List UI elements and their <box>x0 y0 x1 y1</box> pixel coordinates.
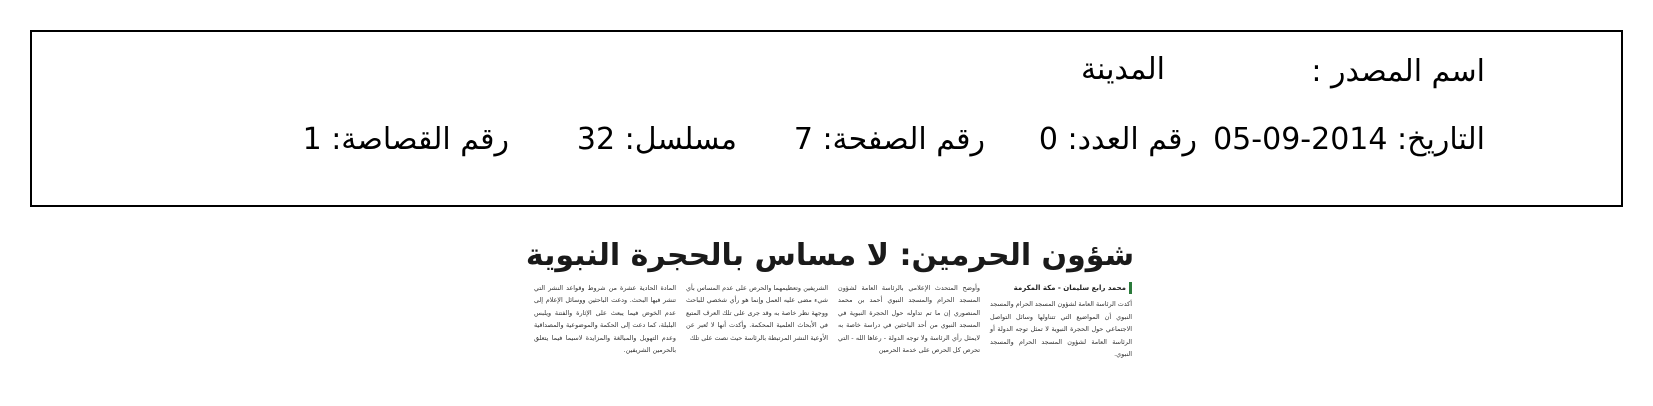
article-column-2-text: وأوضح المتحدث الإعلامي بالرئاسة العامة لشؤون المسجد الحرام والمسجد النبوي أحمد بن محمد المنصوري إن ما تم تداوله حول الحجرة النبوية في المسجد النبوي من أحد الباحثين في دراسة خاصة به لايمثل رأي الرئاسة ولا توجه الدولة - رعاها الله - التي تحرص كل الحرص على خدمة الحرمين <box>838 284 980 355</box>
article-author: محمد رابع سليمان - مكة المكرمة <box>990 282 1132 294</box>
serial-field: مسلسل: 32 <box>576 122 737 157</box>
article-headline: شؤون الحرمين: لا مساس بالحجرة النبوية <box>525 238 1135 273</box>
source-label: اسم المصدر : <box>1311 54 1485 89</box>
article-column-3 <box>686 282 828 344</box>
article-column-1 <box>990 282 1132 360</box>
article-column-2 <box>838 282 980 356</box>
source-value: المدينة <box>1080 52 1165 87</box>
article-column-1-text: أكدت الرئاسة العامة لشؤون المسجد الحرام والمسجد النبوي أن المواضيع التي تتناولها وسائل التواصل الاجتماعي حول الحجرة النبوية لا تمثل توجه الدولة أو الرئاسة العامة لشؤون المسجد الحرام والمسجد النبوي. <box>990 300 1132 359</box>
article-column-4-text: المادة الحادية عشرة من شروط وقواعد النشر التي تنشر فيها البحث. ودعت الباحثين ووسائل الإعلام إلى عدم الخوض فيما يبعث على الإثارة والفتنة ويلبس البلبلة، كما دعت إلى الحكمة والموضوعية والمصداقية وعدم التهويل والمبالغة والمزايدة لاسيما فيما يتعلق بالحرمين الشريفين. <box>534 284 676 355</box>
article-column-4 <box>534 282 676 356</box>
newspaper-clipping <box>520 232 1140 406</box>
page-number-field: رقم الصفحة: 7 <box>793 122 985 157</box>
clipping-header-box <box>30 30 1623 207</box>
article-column-3-text: الشريفين وتعظيمهما والحرص على عدم المساس بأي شيء مضى عليه العمل وإنما هو رأي شخصي للباحث ووجهة نظر خاصة به وقد جرى على تلك العرف المتبع في الأبحاث العلمية المحكمة. وأكدت أنها لا تُعبر عن الأوعية النشر المرتبطة بالرئاسة حيث نصت على تلك <box>686 284 828 342</box>
clip-number-field: رقم القصاصة: 1 <box>302 122 509 157</box>
date-field: التاريخ: 2014-09-05 <box>1213 122 1485 157</box>
issue-number-field: رقم العدد: 0 <box>1038 122 1197 157</box>
